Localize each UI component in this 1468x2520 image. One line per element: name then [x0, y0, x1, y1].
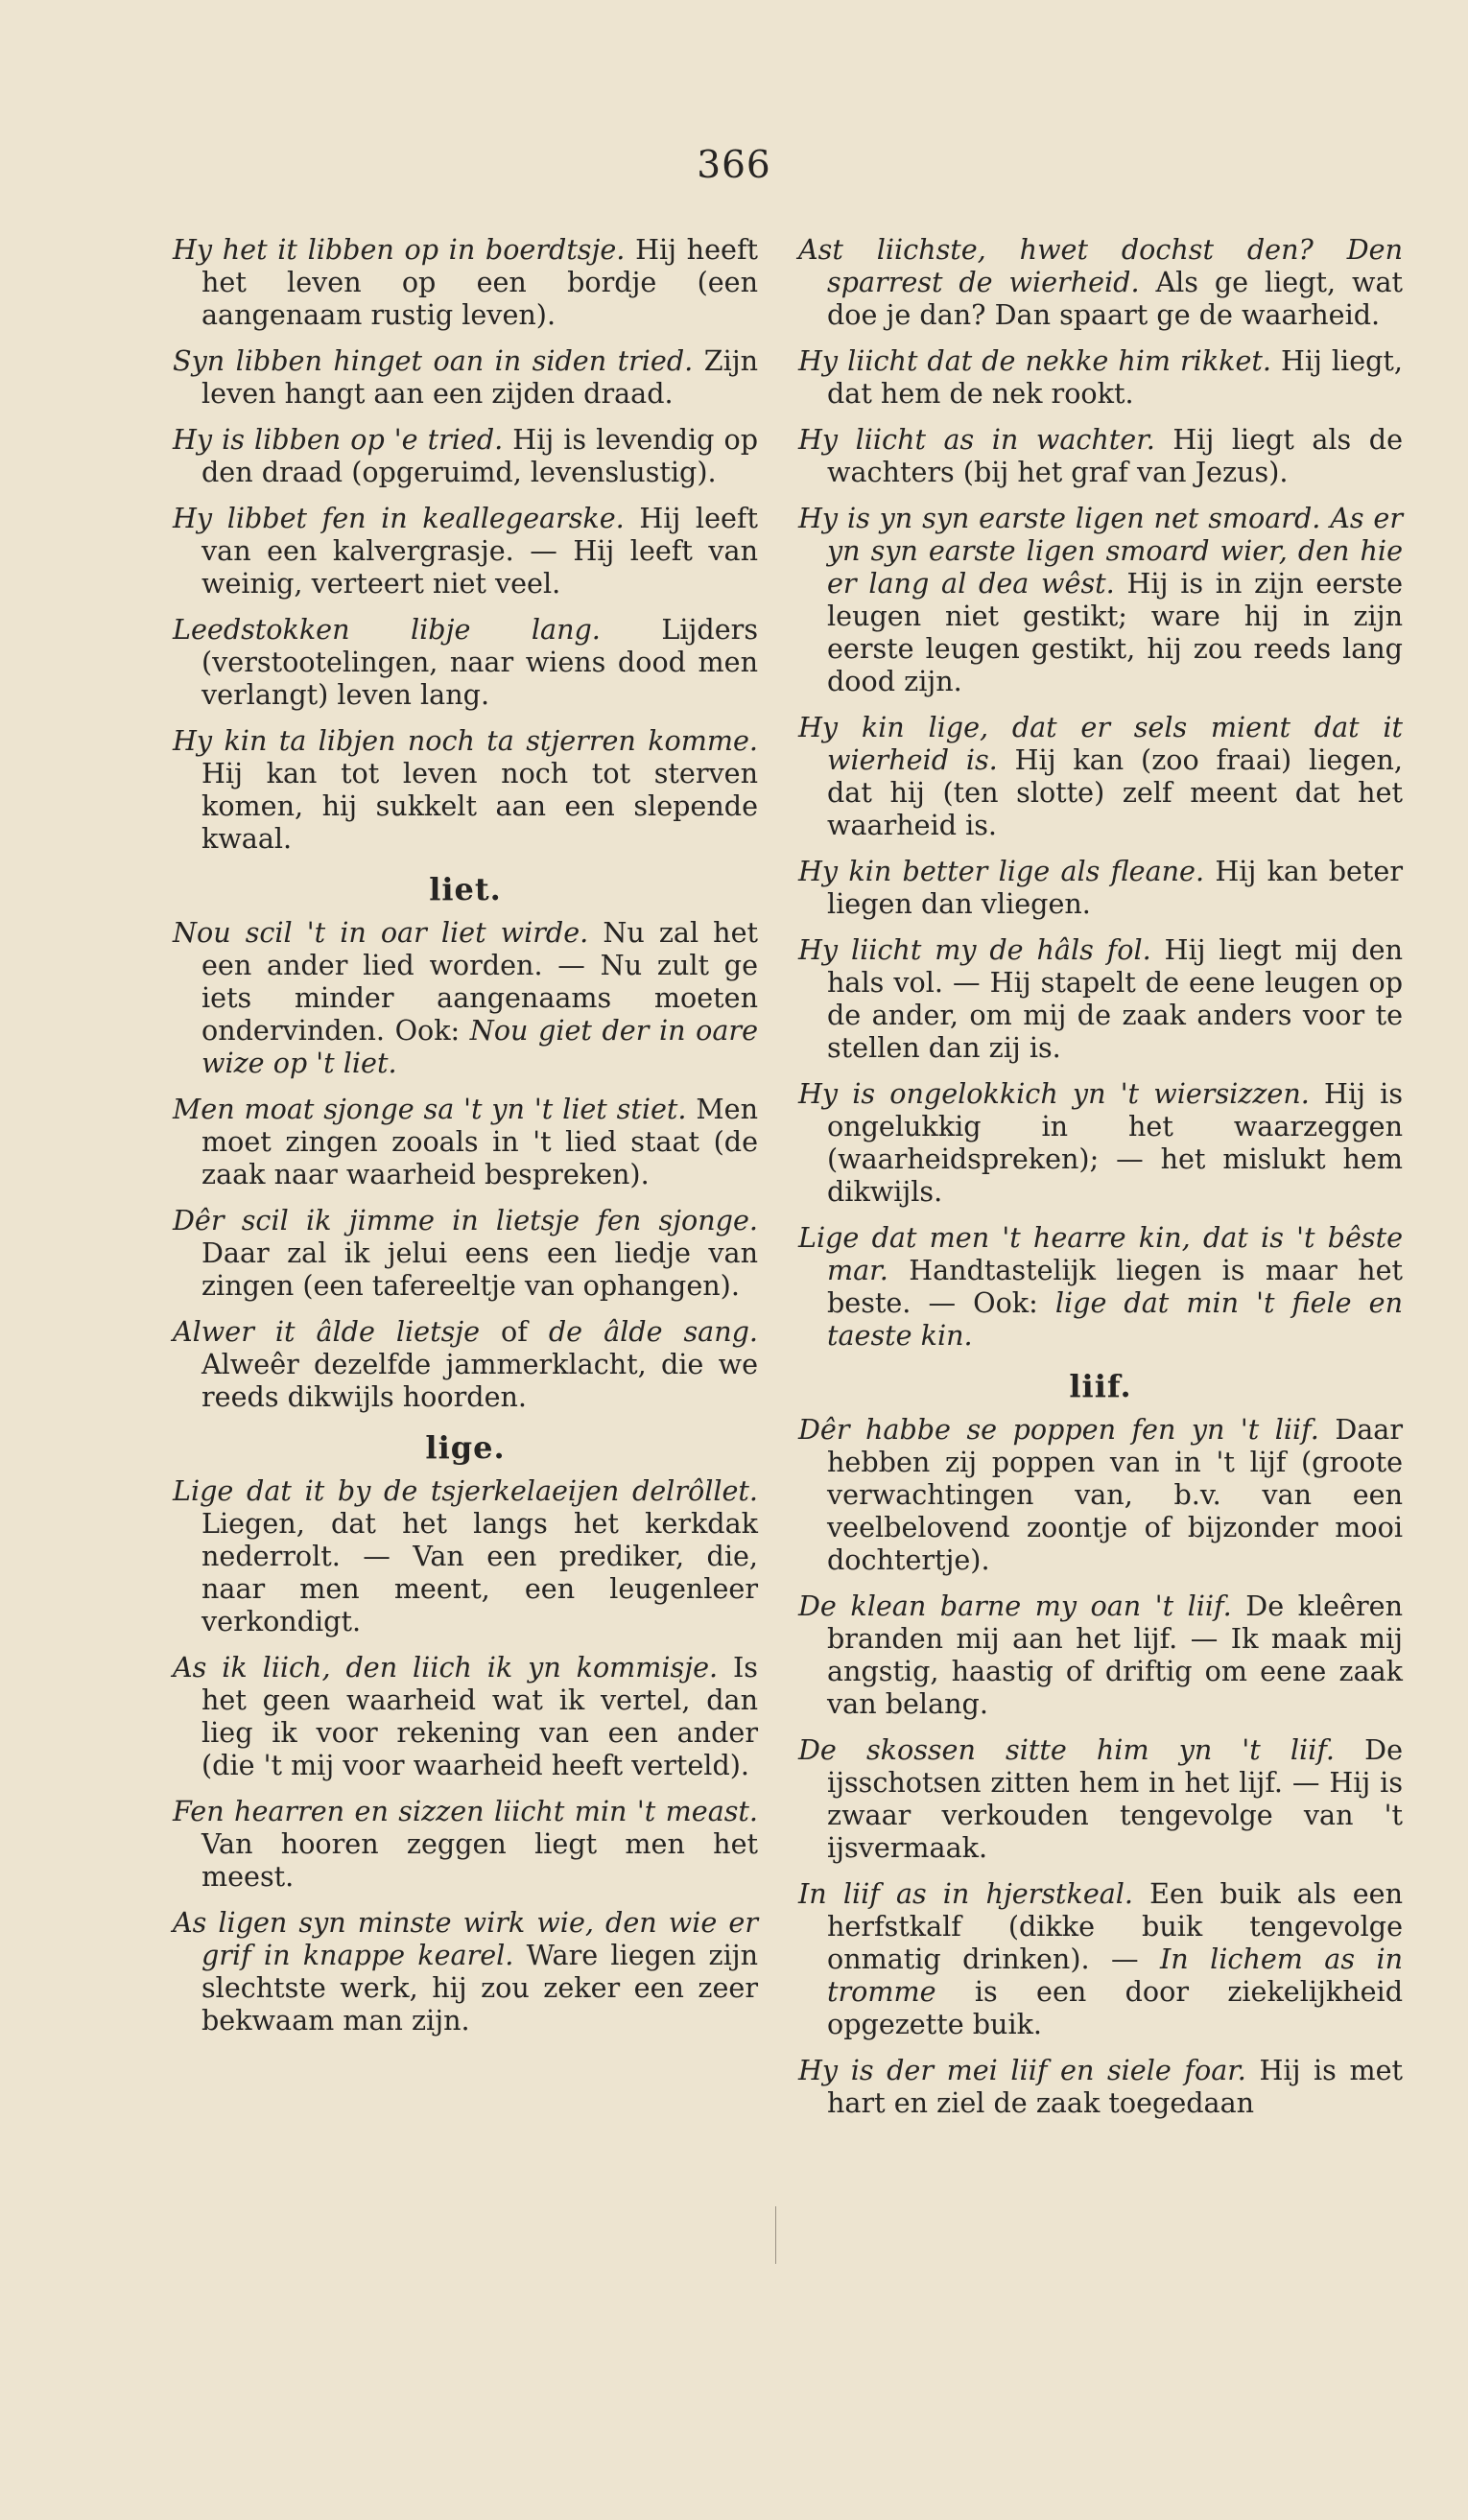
frisian-phrase: In liif as in hjerstkeal.	[798, 1877, 1134, 1910]
frisian-phrase: Lige dat men 't hearre kin, dat is 't bêste mar.	[798, 1221, 1403, 1286]
frisian-phrase-variant: de âlde sang.	[548, 1315, 759, 1348]
frisian-phrase: Dêr habbe se poppen fen yn 't liif.	[798, 1413, 1319, 1446]
proverb-entry	[798, 855, 1403, 920]
dutch-translation: Handtastelijk liegen is maar het beste. — Ook:	[827, 1254, 1403, 1319]
frisian-phrase: Hy het it libben op in boerdtsje.	[173, 233, 626, 266]
section-heading: liif.	[1069, 1368, 1132, 1404]
frisian-phrase: Dêr scil ik jimme in lietsje fen sjonge.	[173, 1204, 758, 1236]
frisian-phrase: Hy liicht dat de nekke him rikket.	[798, 344, 1271, 377]
proverb-entry	[173, 1795, 758, 1893]
proverb-entry	[173, 423, 758, 488]
dutch-translation: Een buik als een herfstkalf (dikke buik tengevolge onmatig drinken). —	[827, 1877, 1404, 1975]
dutch-translation: of	[501, 1315, 528, 1348]
frisian-phrase: Men moat sjonge sa 't yn 't liet stiet.	[173, 1093, 687, 1125]
proverb-entry	[798, 1877, 1403, 2040]
proverb-entry	[798, 1590, 1403, 1720]
frisian-phrase-variant: lige dat min 't fiele en taeste kin.	[827, 1286, 1403, 1352]
proverb-entry	[798, 502, 1403, 697]
section-heading: lige.	[425, 1429, 506, 1466]
column-divider	[775, 2206, 776, 2264]
dutch-translation: Hij liegt mij den hals vol. — Hij stapelt de eene leugen op de ander, om mij de zaak anders voor te stellen dan zij is.	[827, 933, 1403, 1064]
proverb-entry	[798, 711, 1403, 841]
dutch-translation: Als ge liegt, wat doe je dan? Dan spaart ge de waarheid.	[827, 266, 1403, 331]
dutch-translation: Hij liegt, dat hem de nek rookt.	[827, 344, 1403, 410]
proverb-entry	[173, 1204, 758, 1302]
proverb-entry	[173, 916, 758, 1079]
frisian-phrase: Hy liicht my de hâls fol.	[798, 933, 1151, 966]
proverb-entry	[798, 423, 1403, 488]
proverb-entry	[173, 724, 758, 855]
frisian-phrase: Hy is yn syn earste ligen net smoard. As er yn syn earste ligen smoard wier, den hie er lang al dea wêst.	[798, 502, 1403, 600]
frisian-phrase: Hy kin better lige als fleane.	[798, 855, 1205, 887]
frisian-phrase: Leedstokken libje lang.	[173, 613, 601, 646]
left-column	[173, 233, 758, 2050]
frisian-phrase: Alwer it âlde lietsje	[173, 1315, 481, 1348]
dutch-translation-continued: Alweêr dezelfde jammerklacht, die we reeds dikwijls hoorden.	[201, 1348, 758, 1413]
dutch-translation: De kleêren branden mij aan het lijf. — Ik maak mij angstig, haastig of driftig om eene zaak van belang.	[827, 1590, 1403, 1720]
dutch-translation: De ijsschotsen zitten hem in het lijf. — Hij is zwaar verkouden tengevolge van 't ijsvermaak.	[827, 1733, 1403, 1864]
dutch-translation: Men moet zingen zooals in 't lied staat (de zaak naar waarheid bespreken).	[201, 1093, 758, 1190]
proverb-entry	[173, 233, 758, 331]
dutch-translation: Zijn leven hangt aan een zijden draad.	[201, 344, 759, 410]
frisian-phrase: Lige dat it by de tsjerkelaeijen delrôllet.	[173, 1474, 758, 1507]
proverb-entry	[798, 1413, 1403, 1576]
dutch-translation: Hij kan beter liegen dan vliegen.	[827, 855, 1403, 920]
dutch-translation: Hij is met hart en ziel de zaak toegedaan	[827, 2054, 1403, 2119]
proverb-entry	[173, 1315, 758, 1413]
proverb-entry	[173, 1474, 758, 1637]
proverb-entry	[798, 233, 1403, 331]
frisian-phrase: De skossen sitte him yn 't liif.	[798, 1733, 1335, 1766]
proverb-entry	[798, 1221, 1403, 1352]
dutch-translation: Hij is ongelukkig in het waarzeggen (waarheidspreken); — het mislukt hem dikwijls.	[827, 1077, 1403, 1208]
dutch-translation: Lijders (verstootelingen, naar wiens dood men verlangt) leven lang.	[201, 613, 758, 711]
frisian-phrase: Hy kin ta libjen noch ta stjerren komme.	[173, 724, 758, 757]
frisian-phrase: Hy liicht as in wachter.	[798, 423, 1155, 456]
proverb-entry	[173, 1906, 758, 2037]
proverb-entry	[173, 344, 758, 410]
dutch-translation: Hij leeft van een kalvergrasje. — Hij leeft van weinig, verteert niet veel.	[201, 502, 758, 600]
dutch-translation: Daar zal ik jelui eens een liedje van zingen (een tafereeltje van ophangen).	[201, 1236, 758, 1302]
proverb-entry	[798, 1733, 1403, 1864]
frisian-phrase: As ligen syn minste wirk wie, den wie er grif in knappe kearel.	[173, 1906, 758, 1971]
frisian-phrase-variant: Nou giet der in oare wize op 't liet.	[201, 1014, 758, 1079]
dutch-translation: Nu zal het een ander lied worden. — Nu zult ge iets minder aangenaams moeten ondervinden. Ook:	[201, 916, 759, 1047]
proverb-entry	[173, 1651, 758, 1781]
dutch-translation: Hij kan (zoo fraai) liegen, dat hij (ten slotte) zelf meent dat het waarheid is.	[827, 743, 1403, 841]
dutch-translation: Hij is levendig op den draad (opgeruimd, levenslustig).	[201, 423, 758, 488]
frisian-phrase: Ast liichste, hwet dochst den? Den sparrest de wierheid.	[798, 233, 1403, 298]
frisian-phrase: Hy is ongelokkich yn 't wiersizzen.	[798, 1077, 1310, 1110]
frisian-phrase: Hy kin lige, dat er sels mient dat it wierheid is.	[798, 711, 1403, 776]
proverb-entry	[173, 613, 758, 711]
dutch-translation-continued: is een door ziekelijkheid opgezette buik.	[827, 1975, 1403, 2040]
proverb-entry	[173, 1093, 758, 1190]
frisian-phrase: Nou scil 't in oar liet wirde.	[173, 916, 589, 949]
frisian-phrase: Hy is der mei liif en siele foar.	[798, 2054, 1246, 2086]
frisian-phrase: Syn libben hinget oan in siden tried.	[173, 344, 694, 377]
proverb-entry	[798, 2054, 1403, 2119]
proverb-entry	[798, 344, 1403, 410]
right-column	[798, 233, 1403, 2132]
frisian-phrase: Hy is libben op 'e tried.	[173, 423, 504, 456]
frisian-phrase: De klean barne my oan 't liif.	[798, 1590, 1232, 1622]
dutch-translation: Liegen, dat het langs het kerkdak nederrolt. — Van een prediker, die, naar men meent, een leugenleer verkondigt.	[201, 1507, 758, 1637]
dutch-translation: Ware liegen zijn slechtste werk, hij zou zeker een zeer bekwaam man zijn.	[201, 1939, 758, 2037]
dutch-translation: Van hooren zeggen liegt men het meest.	[201, 1827, 758, 1893]
frisian-phrase: Fen hearren en sizzen liicht min 't meast.	[173, 1795, 758, 1827]
proverb-entry	[173, 502, 758, 600]
dutch-translation: Hij liegt als de wachters (bij het graf van Jezus).	[827, 423, 1403, 488]
frisian-phrase-variant: In lichem as in tromme	[827, 1943, 1403, 2008]
page-number: 366	[697, 144, 771, 187]
section-heading: liet.	[429, 871, 502, 907]
proverb-entry	[798, 1077, 1403, 1208]
frisian-phrase: Hy libbet fen in keallegearske.	[173, 502, 625, 534]
dutch-translation: Is het geen waarheid wat ik vertel, dan lieg ik voor rekening van een ander (die 't mij voor waarheid heeft verteld).	[201, 1651, 758, 1781]
dutch-translation: Hij is in zijn eerste leugen niet gestikt; ware hij in zijn eerste leugen gestikt, hij zou reeds lang dood zijn.	[827, 567, 1404, 697]
proverb-entry	[798, 933, 1403, 1064]
dutch-translation: Hij kan tot leven noch tot sterven komen, hij sukkelt aan een slepende kwaal.	[201, 757, 758, 855]
dutch-translation: Hij heeft het leven op een bordje (een aangenaam rustig leven).	[201, 233, 759, 331]
dutch-translation: Daar hebben zij poppen van in 't lijf (groote verwachtingen van, b.v. van een veelbelovend zoontje of bijzonder mooi dochtertje).	[827, 1413, 1404, 1576]
frisian-phrase: As ik liich, den liich ik yn kommisje.	[173, 1651, 719, 1684]
